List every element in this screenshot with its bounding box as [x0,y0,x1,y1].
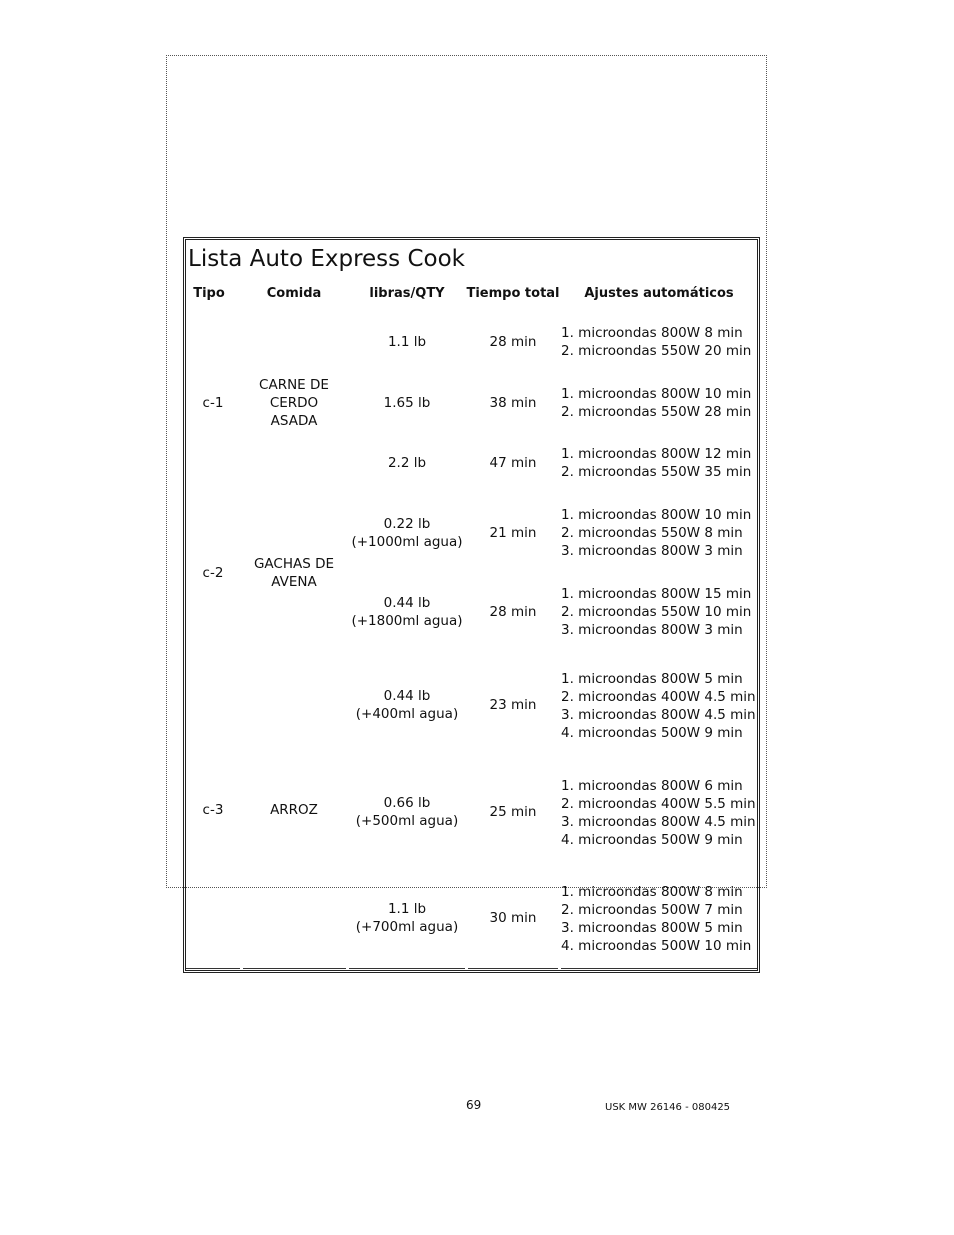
qty-line: 1.65 lb [383,395,431,411]
qty-cell [348,900,466,936]
qty-line: (+700ml agua) [355,919,459,935]
qty-cell [348,324,466,360]
header-tiempo: Tiempo total [466,286,560,301]
group-comida [242,801,346,819]
group-tipo [188,555,238,591]
qty-line: (+400ml agua) [355,706,459,722]
header-comida: Comida [266,286,322,301]
ajuste-step: 2. microondas 550W 20 min [561,343,752,359]
qty-line: 0.44 lb [383,595,431,611]
tiempo-cell [466,803,560,821]
ajuste-step: 2. microondas 550W 35 min [561,464,752,480]
group-tipo [188,801,238,819]
header-ajustes: Ajustes automáticos [584,286,734,301]
qty-line: 0.66 lb [383,795,431,811]
ajuste-step: 2. microondas 550W 28 min [561,404,752,420]
ajuste-step: 1. microondas 800W 8 min [561,884,743,900]
ajuste-step: 1. microondas 800W 6 min [561,778,743,794]
page-title: Lista Auto Express Cook [188,246,465,272]
qty-line: 1.1 lb [387,901,427,917]
ajustes-cell [561,506,757,560]
tipo-text: c-1 [202,395,224,411]
qty-cell [348,794,466,830]
ajuste-step: 3. microondas 800W 5 min [561,920,743,936]
qty-line: 0.22 lb [383,516,431,532]
ajuste-step: 1. microondas 800W 8 min [561,325,743,341]
ajuste-step: 2. microondas 400W 4.5 min [561,689,756,705]
ajuste-step: 3. microondas 800W 4.5 min [561,814,756,830]
group-comida [242,555,346,591]
ajuste-step: 2. microondas 400W 5.5 min [561,796,756,812]
group-tipo [188,376,238,430]
ajustes-cell [561,759,757,867]
tiempo-cell [466,445,560,481]
ajuste-step: 3. microondas 800W 3 min [561,622,743,638]
page-number: 69 [466,1098,482,1112]
tiempo-cell [466,515,560,551]
column-rule [243,968,346,970]
tiempo-text: 30 min [489,910,537,926]
tiempo-text: 47 min [489,455,537,471]
tiempo-cell [466,594,560,630]
qty-line: 1.1 lb [387,334,427,350]
document-code: USK MW 26146 - 080425 [605,1102,731,1113]
qty-cell [348,385,466,421]
tiempo-text: 21 min [489,525,537,541]
tiempo-cell [466,909,560,927]
ajuste-step: 2. microondas 550W 10 min [561,604,752,620]
qty-line: (+1000ml agua) [351,534,463,550]
tiempo-text: 25 min [489,804,537,820]
header-tipo: Tipo [193,286,225,301]
tiempo-text: 38 min [489,395,537,411]
ajuste-step: 2. microondas 500W 7 min [561,902,743,918]
tipo-text: c-3 [202,802,224,818]
qty-cell [348,445,466,481]
ajuste-step: 1. microondas 800W 15 min [561,586,752,602]
header-qty: libras/QTY [369,286,445,301]
comida-line: ARROZ [270,802,318,818]
ajuste-step: 1. microondas 800W 5 min [561,671,743,687]
ajustes-cell [561,324,757,360]
tiempo-cell [466,385,560,421]
comida-line: GACHAS DE [253,556,335,572]
ajuste-step: 4. microondas 500W 9 min [561,832,743,848]
qty-cell [348,515,466,551]
column-rule [561,968,757,970]
ajuste-step: 4. microondas 500W 9 min [561,725,743,741]
column-rule [186,968,240,970]
ajuste-step: 3. microondas 800W 4.5 min [561,707,756,723]
ajuste-step: 2. microondas 550W 8 min [561,525,743,541]
tiempo-text: 28 min [489,334,537,350]
qty-cell [348,687,466,723]
column-rule [349,968,465,970]
comida-line: CERDO [269,395,319,411]
ajustes-cell [561,445,757,481]
qty-line: 2.2 lb [387,455,427,471]
ajustes-cell [561,585,757,639]
tiempo-cell [466,696,560,714]
tipo-text: c-2 [202,565,224,581]
tiempo-text: 28 min [489,604,537,620]
column-rule [468,968,558,970]
ajuste-step: 1. microondas 800W 12 min [561,446,752,462]
group-comida [242,376,346,430]
qty-line: 0.44 lb [383,688,431,704]
comida-line: AVENA [271,574,317,590]
ajuste-step: 3. microondas 800W 3 min [561,543,743,559]
ajuste-step: 1. microondas 800W 10 min [561,386,752,402]
comida-line: ASADA [270,413,318,429]
qty-cell [348,594,466,630]
table-bottom-rules [186,968,757,971]
ajustes-cell [561,652,757,760]
ajustes-cell [561,385,757,421]
ajuste-step: 1. microondas 800W 10 min [561,507,752,523]
ajuste-step: 4. microondas 500W 10 min [561,938,752,954]
qty-line: (+500ml agua) [355,813,459,829]
comida-line: CARNE DE [259,377,329,393]
tiempo-cell [466,324,560,360]
qty-line: (+1800ml agua) [351,613,463,629]
tiempo-text: 23 min [489,697,537,713]
ajustes-cell [561,883,757,955]
